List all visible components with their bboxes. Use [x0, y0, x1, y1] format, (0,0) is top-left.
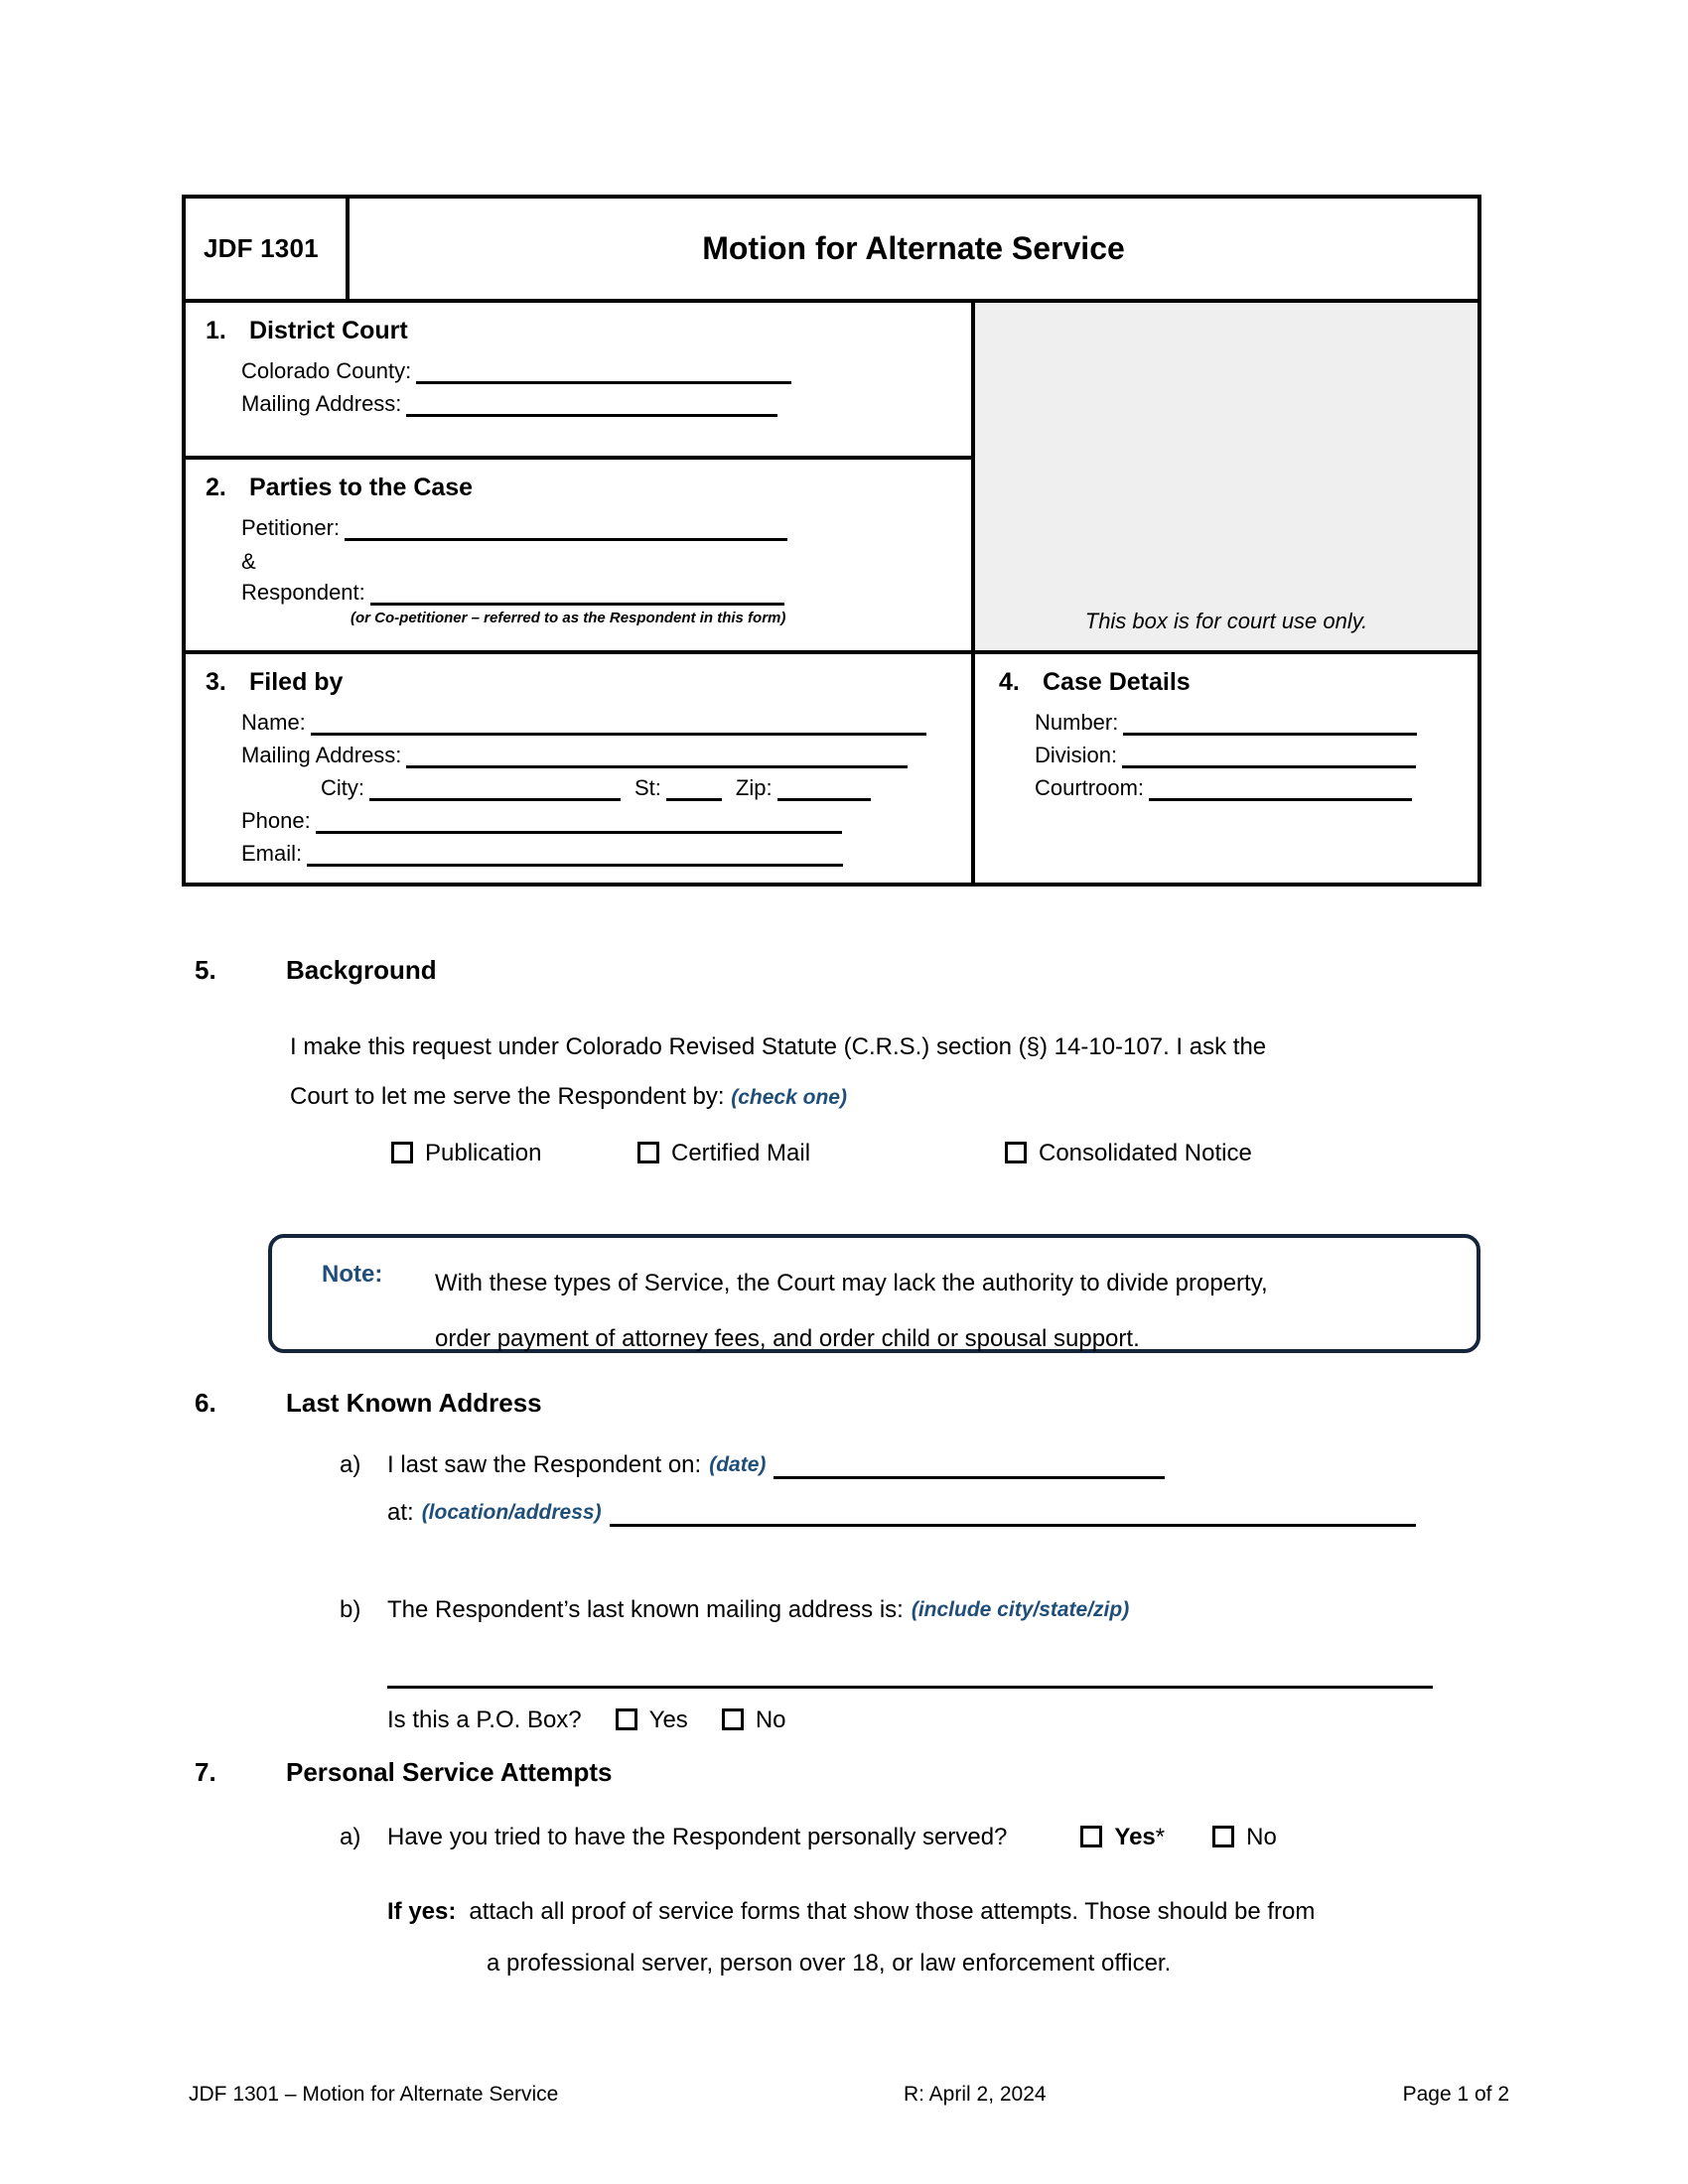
if-yes-instruction	[387, 1886, 1491, 1989]
served-yes-option[interactable]	[1080, 1824, 1165, 1851]
case-number-row	[1035, 711, 1477, 736]
last-known-address-number: 6.	[195, 1388, 216, 1418]
po-box-no-checkbox[interactable]	[722, 1708, 744, 1730]
at-label: at:	[387, 1499, 414, 1526]
footer-page-number: Page 1 of 2	[1402, 2083, 1509, 2106]
form-number: JDF 1301	[186, 199, 350, 299]
filer-zip-label: Zip:	[735, 775, 773, 800]
filer-city-input[interactable]	[369, 776, 621, 801]
filer-state-label: St:	[634, 775, 661, 800]
if-yes-line-2: a professional server, person over 18, or law enforcement officer.	[487, 1950, 1172, 1977]
county-row	[241, 359, 971, 384]
po-box-no-option[interactable]	[722, 1706, 786, 1734]
service-method-options	[290, 1140, 1491, 1167]
note-line-1: With these types of Service, the Court may lack the authority to divide property,	[435, 1270, 1268, 1297]
footer-revision-date: R: April 2, 2024	[904, 2083, 1047, 2106]
if-yes-label: If yes:	[387, 1898, 457, 1925]
case-details-heading	[999, 668, 1477, 697]
consolidated-notice-label: Consolidated Notice	[1039, 1140, 1252, 1166]
filer-mailing-input[interactable]	[406, 744, 908, 768]
personally-served-question: Have you tried to have the Respondent personally served?	[387, 1824, 1008, 1850]
consolidated-notice-checkbox[interactable]	[1005, 1142, 1027, 1163]
po-box-yes-label: Yes	[648, 1706, 688, 1733]
court-use-box	[975, 303, 1477, 654]
background-line-1: I make this request under Colorado Revised Statute (C.R.S.) section (§) 14-10-107. I ask the	[290, 1033, 1267, 1060]
po-box-yes-checkbox[interactable]	[616, 1708, 637, 1730]
district-court-number: 1.	[206, 317, 226, 344]
case-division-input[interactable]	[1122, 744, 1416, 768]
po-box-yes-option[interactable]	[616, 1706, 688, 1734]
caption-table	[182, 195, 1481, 887]
petitioner-row	[241, 516, 971, 541]
filer-email-row	[241, 842, 971, 867]
petitioner-label: Petitioner:	[241, 515, 341, 540]
filer-phone-row	[241, 809, 971, 834]
case-courtroom-label: Courtroom:	[1035, 775, 1145, 800]
respondent-row	[241, 581, 971, 606]
include-city-state-zip-hint: (include city/state/zip)	[911, 1598, 1130, 1621]
option-consolidated-notice[interactable]	[1005, 1140, 1252, 1167]
check-one-hint: (check one)	[731, 1086, 847, 1109]
service-item-a-marker: a)	[340, 1824, 361, 1850]
note-line-2: order payment of attorney fees, and order child or spousal support.	[435, 1325, 1140, 1352]
mailing-address-text: The Respondent’s last known mailing address is:	[387, 1596, 904, 1623]
filed-by-heading	[206, 668, 971, 697]
last-known-address-item-a	[340, 1451, 1491, 1527]
note-text	[435, 1256, 1453, 1367]
case-courtroom-input[interactable]	[1149, 776, 1412, 801]
ampersand-separator: &	[241, 549, 256, 574]
filer-state-input[interactable]	[666, 776, 722, 801]
filer-name-label: Name:	[241, 710, 306, 735]
case-details-label: Case Details	[1043, 668, 1191, 696]
last-saw-location-input[interactable]	[610, 1502, 1416, 1527]
item-b-marker: b)	[340, 1596, 361, 1623]
last-known-address-item-b	[340, 1596, 1491, 1734]
filer-email-label: Email:	[241, 841, 303, 866]
footer-form-name: JDF 1301 – Motion for Alternate Service	[189, 2083, 559, 2106]
publication-label: Publication	[425, 1140, 542, 1166]
publication-checkbox[interactable]	[391, 1142, 413, 1163]
filer-city-state-zip-row	[321, 776, 971, 801]
filer-name-row	[241, 711, 971, 736]
court-mailing-label: Mailing Address:	[241, 391, 402, 416]
county-input[interactable]	[416, 359, 791, 384]
served-no-checkbox[interactable]	[1212, 1826, 1234, 1847]
section-parties	[186, 460, 971, 654]
if-yes-line-1: attach all proof of service forms that show those attempts. Those should be from	[469, 1898, 1316, 1925]
case-number-input[interactable]	[1123, 711, 1417, 736]
served-yes-checkbox[interactable]	[1080, 1826, 1102, 1847]
location-hint: (location/address)	[421, 1501, 602, 1524]
date-hint: (date)	[709, 1453, 767, 1476]
district-court-label: District Court	[249, 317, 408, 344]
certified-mail-checkbox[interactable]	[637, 1142, 659, 1163]
filer-phone-label: Phone:	[241, 808, 311, 833]
section-case-details	[975, 654, 1477, 883]
case-division-row	[1035, 744, 1477, 768]
served-yes-asterisk: *	[1155, 1824, 1166, 1850]
background-line-2-text: Court to let me serve the Respondent by:	[290, 1083, 725, 1110]
respondent-input[interactable]	[370, 581, 784, 606]
filed-by-number: 3.	[206, 668, 226, 696]
filer-city-label: City:	[321, 775, 364, 800]
po-box-no-label: No	[755, 1706, 786, 1733]
last-known-address-heading	[195, 1388, 1485, 1419]
personal-service-number: 7.	[195, 1757, 216, 1787]
filer-email-input[interactable]	[307, 842, 843, 867]
page-footer	[189, 2083, 1509, 2107]
district-court-heading	[206, 317, 971, 345]
section-background	[195, 955, 1485, 986]
filer-name-input[interactable]	[311, 711, 926, 736]
section-filed-by	[186, 654, 971, 883]
section-district-court	[186, 303, 971, 460]
last-saw-date-input[interactable]	[774, 1454, 1165, 1479]
served-no-option[interactable]	[1212, 1824, 1277, 1851]
last-known-address-label: Last Known Address	[286, 1388, 542, 1418]
option-publication[interactable]	[290, 1140, 637, 1167]
served-yes-label: Yes	[1114, 1824, 1156, 1850]
filer-mailing-row	[241, 744, 971, 768]
personal-service-heading	[195, 1757, 1485, 1788]
caption-left-column	[186, 303, 975, 883]
po-box-question: Is this a P.O. Box?	[387, 1706, 582, 1733]
served-no-label: No	[1246, 1824, 1277, 1850]
case-details-number: 4.	[999, 668, 1020, 696]
caption-right-column	[975, 303, 1477, 883]
court-use-note: This box is for court use only.	[1084, 609, 1368, 633]
background-heading	[195, 955, 1485, 986]
respondent-label: Respondent:	[241, 580, 365, 605]
filer-mailing-label: Mailing Address:	[241, 743, 402, 767]
parties-heading	[206, 474, 971, 502]
filed-by-label: Filed by	[249, 668, 344, 696]
county-label: Colorado County:	[241, 358, 412, 383]
background-body	[290, 1023, 1491, 1123]
form-title: Motion for Alternate Service	[702, 230, 1125, 266]
respondent-hint: (or Co-petitioner – referred to as the Respondent in this form)	[351, 610, 786, 626]
option-certified-mail[interactable]	[637, 1140, 1005, 1167]
court-mailing-input[interactable]	[406, 392, 777, 417]
filer-zip-input[interactable]	[777, 776, 871, 801]
form-title-row	[186, 199, 1477, 303]
last-saw-text: I last saw the Respondent on:	[387, 1451, 702, 1478]
background-line-2	[290, 1072, 1491, 1123]
case-courtroom-row	[1035, 776, 1477, 801]
background-label: Background	[286, 955, 437, 985]
background-number: 5.	[195, 955, 216, 985]
petitioner-input[interactable]	[345, 516, 787, 541]
case-number-label: Number:	[1035, 710, 1119, 735]
personal-service-item-a	[340, 1824, 1491, 1851]
filer-phone-input[interactable]	[316, 809, 842, 834]
note-callout-box	[268, 1234, 1480, 1353]
section-personal-service	[195, 1757, 1485, 1788]
caption-body	[186, 303, 1477, 883]
certified-mail-label: Certified Mail	[671, 1140, 811, 1166]
note-label: Note:	[322, 1261, 383, 1288]
section-last-known-address	[195, 1388, 1485, 1419]
parties-number: 2.	[206, 474, 226, 501]
parties-label: Parties to the Case	[249, 474, 474, 501]
case-division-label: Division:	[1035, 743, 1118, 767]
item-a-marker: a)	[340, 1451, 361, 1478]
court-mailing-row	[241, 392, 971, 417]
mailing-address-input[interactable]	[387, 1686, 1433, 1689]
personal-service-label: Personal Service Attempts	[286, 1757, 613, 1787]
